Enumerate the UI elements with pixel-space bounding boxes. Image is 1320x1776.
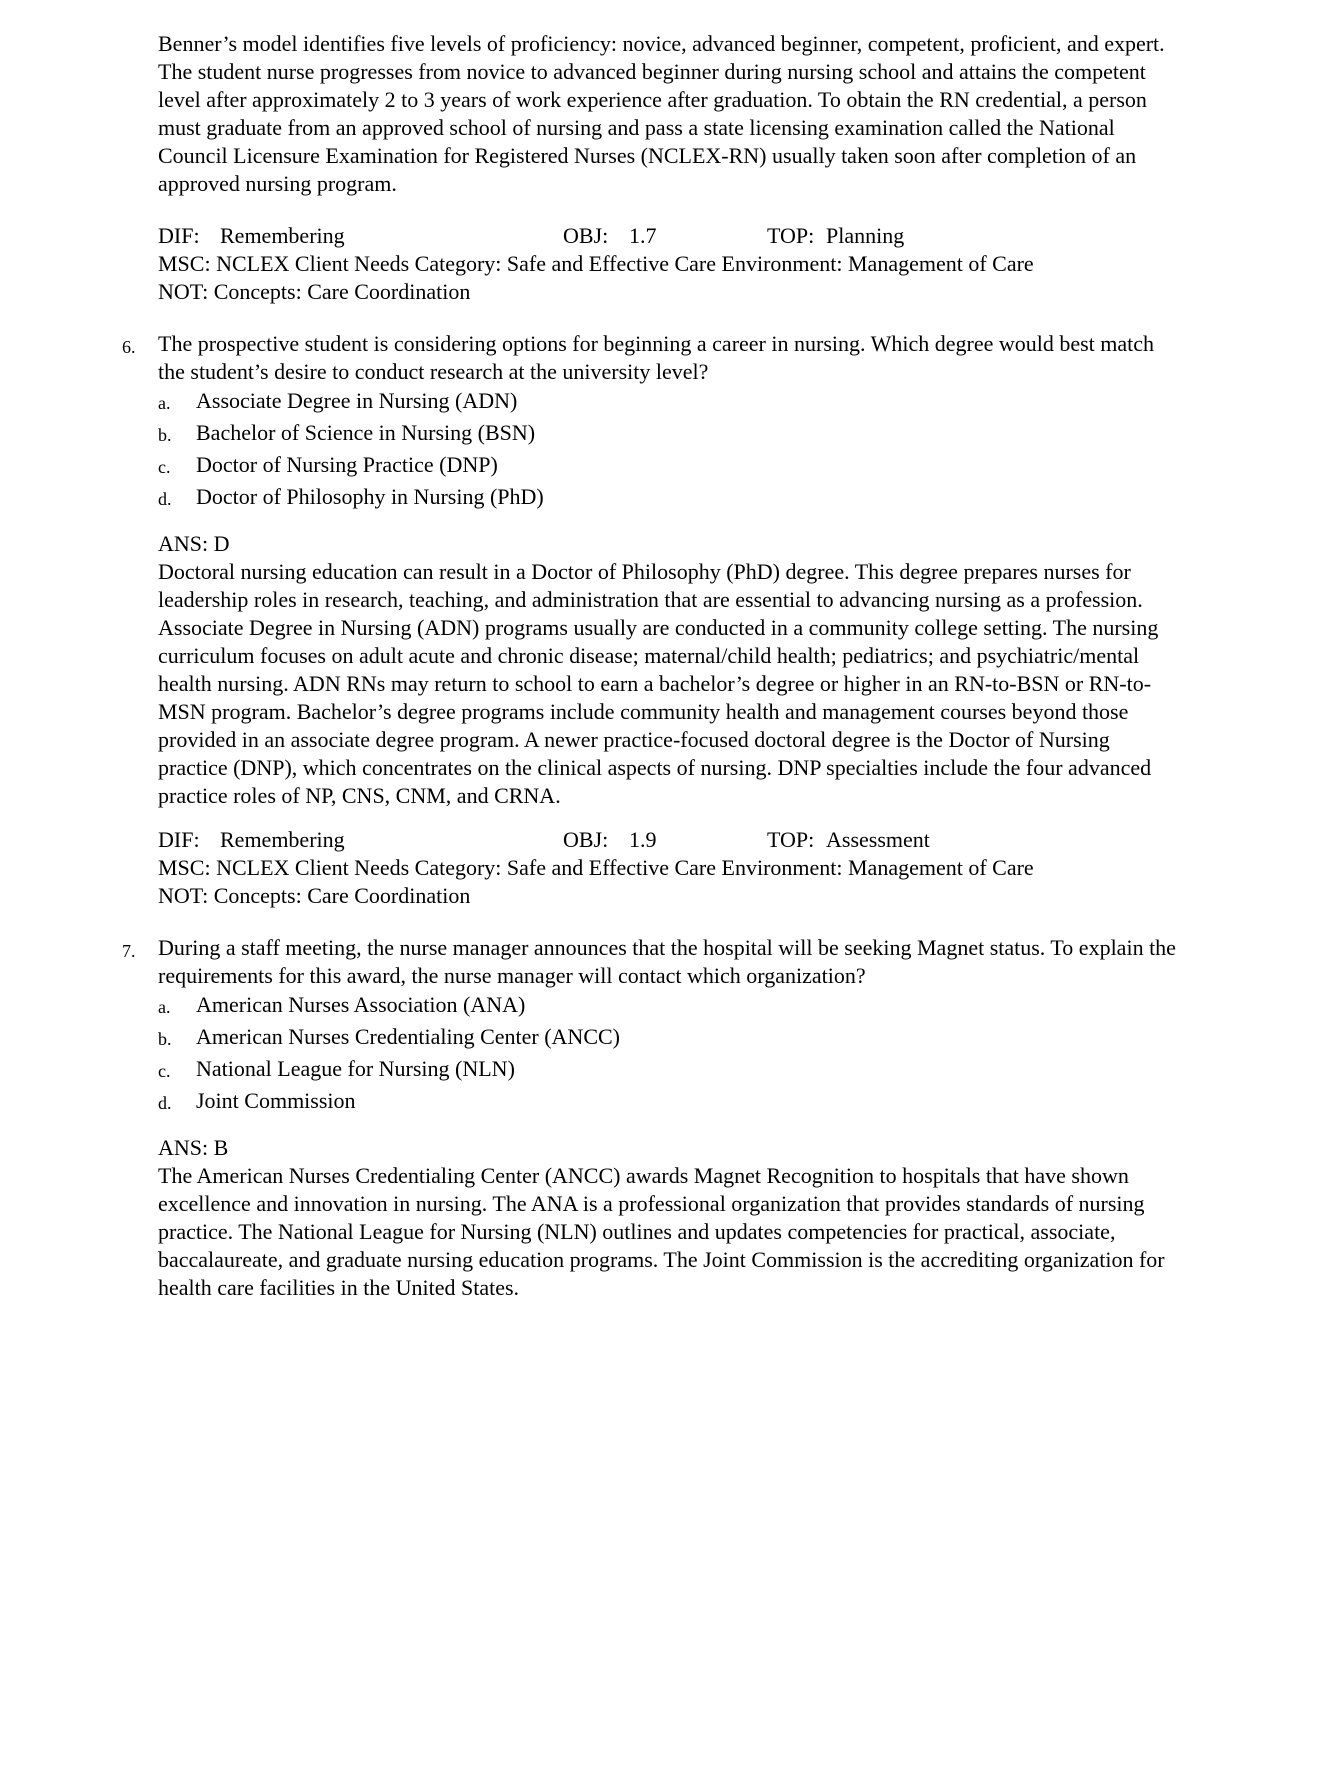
small-gap (158, 810, 1178, 826)
option-letter: c. (158, 1061, 171, 1081)
option-text: Joint Commission (196, 1088, 356, 1113)
option-letter: c. (158, 457, 171, 477)
question-stem: During a staff meeting, the nurse manager announces that the hospital will be seeking Magnet status. To explain the requirements for this award, the nurse manager will contact which organization? (158, 935, 1176, 988)
metadata-block-1 (158, 222, 1178, 306)
dif-value: Remembering (220, 223, 345, 248)
question-6 (122, 330, 1178, 910)
option-row (158, 418, 1178, 450)
msc-line: MSC: NCLEX Client Needs Category: Safe and Effective Care Environment: Management of Care (158, 251, 1034, 276)
obj-label: OBJ: (563, 223, 609, 248)
small-gap (158, 514, 1178, 530)
option-text: National League for Nursing (NLN) (196, 1056, 515, 1081)
rationale-paragraph: The American Nurses Credentialing Center (ANCC) awards Magnet Recognition to hospitals that have shown excellence and innovation in nursing. The ANA is a professional organization that provides standards of nursing practice. The National League for Nursing (NLN) outlines and updates competencies for practical, associate, baccalaureate, and graduate nursing education programs. The Joint Commission is the accrediting organization for health care facilities in the United States. (158, 1163, 1165, 1300)
dif-value: Remembering (220, 827, 345, 852)
top-value: Assessment (826, 827, 930, 852)
option-text: American Nurses Association (ANA) (196, 992, 526, 1017)
obj-value: 1.7 (629, 223, 657, 248)
option-text: American Nurses Credentialing Center (ANCC) (196, 1024, 620, 1049)
option-letter: d. (158, 489, 172, 509)
option-text: Doctor of Nursing Practice (DNP) (196, 452, 498, 477)
obj-value: 1.9 (629, 827, 657, 852)
intro-rationale-paragraph: Benner’s model identifies five levels of proficiency: novice, advanced beginner, competent, proficient, and expert. The student nurse progresses from novice to advanced beginner during nursing school and attains the competent level after approximately 2 to 3 years of work experience after graduation. To obtain the RN credential, a person must graduate from an approved school of nursing and pass a state licensing examination called the National Council Licensure Examination for Registered Nurses (NCLEX-RN) usually taken soon after completion of an approved nursing program. (158, 31, 1165, 196)
dif-label: DIF: (158, 223, 200, 248)
question-number: 7. (122, 941, 136, 961)
option-letter: b. (158, 425, 172, 445)
option-row (158, 386, 1178, 418)
option-letter: b. (158, 1029, 172, 1049)
msc-line: MSC: NCLEX Client Needs Category: Safe and Effective Care Environment: Management of Care (158, 855, 1034, 880)
option-row (158, 482, 1178, 514)
option-letter: a. (158, 997, 171, 1017)
option-row (158, 450, 1178, 482)
dif-row (158, 222, 1178, 250)
not-line: NOT: Concepts: Care Coordination (158, 279, 471, 304)
answer-line: ANS: B (158, 1135, 229, 1160)
question-number: 6. (122, 337, 136, 357)
top-label: TOP: (767, 223, 815, 248)
document-content (122, 0, 1178, 1302)
blank-line (158, 306, 1178, 330)
blank-line (158, 910, 1178, 934)
metadata-block-2 (158, 826, 1178, 910)
option-text: Doctor of Philosophy in Nursing (PhD) (196, 484, 544, 509)
top-value: Planning (826, 223, 905, 248)
option-row (158, 1022, 1178, 1054)
top-label: TOP: (767, 827, 815, 852)
option-row (158, 1086, 1178, 1118)
dif-row (158, 826, 1178, 854)
small-gap (158, 1118, 1178, 1134)
option-row (158, 1054, 1178, 1086)
not-line: NOT: Concepts: Care Coordination (158, 883, 471, 908)
option-letter: d. (158, 1093, 172, 1113)
obj-label: OBJ: (563, 827, 609, 852)
option-text: Associate Degree in Nursing (ADN) (196, 388, 518, 413)
question-7 (122, 934, 1178, 1302)
answer-line: ANS: D (158, 531, 230, 556)
option-text: Bachelor of Science in Nursing (BSN) (196, 420, 536, 445)
option-letter: a. (158, 393, 171, 413)
dif-label: DIF: (158, 827, 200, 852)
rationale-paragraph: Doctoral nursing education can result in a Doctor of Philosophy (PhD) degree. This degree prepares nurses for leadership roles in research, teaching, and administration that are essential to advancing nursing as a profession. Associate Degree in Nursing (ADN) programs usually are conducted in a community college setting. The nursing curriculum focuses on adult acute and chronic disease; maternal/child health; pediatrics; and psychiatric/mental health nursing. ADN RNs may return to school to earn a bachelor’s degree or higher in an RN-to-BSN or RN-to-MSN program. Bachelor’s degree programs include community health and management courses beyond those provided in an associate degree program. A newer practice-focused doctoral degree is the Doctor of Nursing practice (DNP), which concentrates on the clinical aspects of nursing. DNP specialties include the four advanced practice roles of NP, CNS, CNM, and CRNA. (158, 559, 1159, 808)
option-row (158, 990, 1178, 1022)
question-stem: The prospective student is considering options for beginning a career in nursing. Which degree would best match the student’s desire to conduct research at the university level? (158, 331, 1155, 384)
blank-line (158, 198, 1178, 222)
